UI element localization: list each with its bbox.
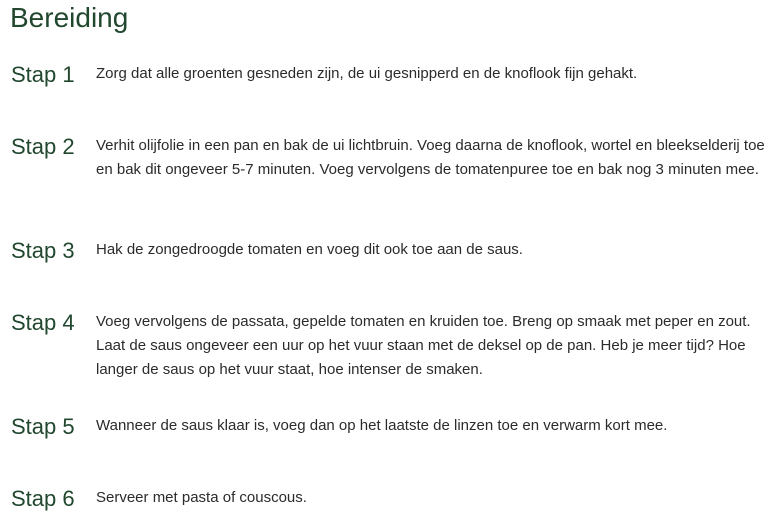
section-heading: Bereiding xyxy=(10,2,129,33)
step-label: Stap 3 xyxy=(11,238,75,263)
step-label: Stap 6 xyxy=(11,486,75,511)
step-text: Verhit olijfolie in een pan en bak de ui lichtbruin. Voeg daarna de knoflook, wortel en bleekselderij toe en bak dit ongeveer 5-7 minuten. Voeg vervolgens de tomatenpuree toe en bak nog 3 minuten mee. xyxy=(96,137,765,178)
step-text: Zorg dat alle groenten gesneden zijn, de ui gesnipperd en de knoflook fijn gehakt. xyxy=(96,65,638,82)
step-label: Stap 1 xyxy=(11,62,75,87)
step-text: Serveer met pasta of couscous. xyxy=(96,489,307,506)
step-label: Stap 2 xyxy=(11,134,75,159)
step-text: Hak de zongedroogde tomaten en voeg dit ook toe aan de saus. xyxy=(96,241,523,258)
step-text: Voeg vervolgens de passata, gepelde tomaten en kruiden toe. Breng op smaak met peper en zout. Laat de saus ongeveer een uur op het vuur staan met de deksel op de pan. Heb je meer tijd? Hoe langer de saus op het vuur staat, hoe intenser de smaken. xyxy=(96,313,751,378)
step-label: Stap 5 xyxy=(11,414,75,439)
step-label: Stap 4 xyxy=(11,310,75,335)
step-text: Wanneer de saus klaar is, voeg dan op het laatste de linzen toe en verwarm kort mee. xyxy=(96,417,668,434)
